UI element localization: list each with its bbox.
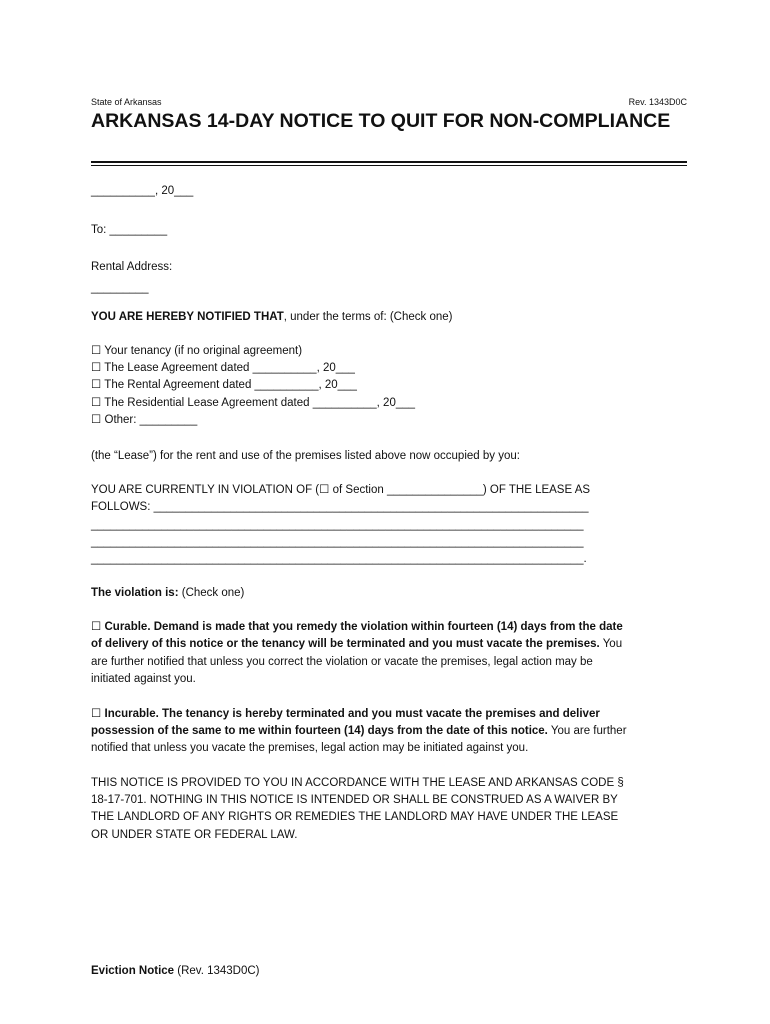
curable-line: initiated against you. (91, 673, 196, 685)
revision-label: Rev. 1343D0C (628, 97, 687, 107)
notified-rest: , under the terms of: (Check one) (283, 311, 453, 323)
violation-is-heading (91, 585, 244, 602)
title-divider-thin (91, 165, 687, 166)
curable-line (91, 636, 622, 653)
rental-address-value: _________ (91, 282, 149, 294)
violation-line: _____________________________________________________________________________ (91, 536, 584, 548)
notified-statement (91, 309, 453, 326)
terms-option: ☐ The Residential Lease Agreement dated __________, 20___ (91, 397, 416, 409)
footer-rest: (Rev. 1343D0C) (174, 965, 260, 977)
document-title: ARKANSAS 14-DAY NOTICE TO QUIT FOR NON-COMPLIANCE (91, 110, 671, 132)
legal-notice-line: 18-17-701. NOTHING IN THIS NOTICE IS INTENDED OR SHALL BE CONSTRUED AS A WAIVER BY (91, 794, 618, 806)
terms-option: ☐ Other: _________ (91, 414, 198, 426)
incurable-line (91, 723, 627, 740)
violation-line: YOU ARE CURRENTLY IN VIOLATION OF (☐ of Section _______________) OF THE LEASE AS (91, 484, 591, 496)
violation-line: FOLLOWS: ____________________________________________________________________ (91, 501, 589, 513)
terms-option: ☐ The Lease Agreement dated __________, 20___ (91, 362, 355, 374)
curable-line: ☐ Curable. Demand is made that you remedy the violation within fourteen (14) days from the date (91, 621, 623, 633)
title-divider (91, 161, 687, 163)
incurable-line: ☐ Incurable. The tenancy is hereby terminated and you must vacate the premises and deliver (91, 708, 600, 720)
violation-line: _____________________________________________________________________________ (91, 519, 584, 531)
incurable-rest: You are further (547, 725, 627, 737)
curable-bold: of delivery of this notice or the tenancy will be terminated and you must vacate the premises. (91, 638, 600, 650)
violation-is-bold: The violation is: (91, 587, 179, 599)
violation-is-rest: (Check one) (178, 587, 245, 599)
footer-bold: Eviction Notice (91, 965, 175, 977)
date-line: __________, 20___ (91, 185, 194, 197)
to-line: To: _________ (91, 224, 168, 236)
curable-line: are further notified that unless you correct the violation or vacate the premises, legal action may be (91, 656, 593, 668)
rental-address-label: Rental Address: (91, 261, 173, 273)
violation-line: _____________________________________________________________________________. (91, 553, 587, 565)
terms-option: ☐ Your tenancy (if no original agreement) (91, 345, 303, 357)
legal-notice-line: THE LANDLORD OF ANY RIGHTS OR REMEDIES THE LANDLORD MAY HAVE UNDER THE LEASE (91, 811, 619, 823)
incurable-line: notified that unless you vacate the premises, legal action may be initiated against you. (91, 742, 529, 754)
incurable-bold: possession of the same to me within fourteen (14) days from the date of this notice. (91, 725, 548, 737)
legal-notice-line: THIS NOTICE IS PROVIDED TO YOU IN ACCORDANCE WITH THE LEASE AND ARKANSAS CODE § (91, 777, 624, 789)
notified-bold: YOU ARE HEREBY NOTIFIED THAT (91, 311, 284, 323)
legal-notice-line: OR UNDER STATE OR FEDERAL LAW. (91, 829, 298, 841)
footer (91, 963, 260, 980)
lease-line: (the “Lease”) for the rent and use of the premises listed above now occupied by you: (91, 450, 520, 462)
state-label: State of Arkansas (91, 97, 162, 107)
terms-option: ☐ The Rental Agreement dated __________, 20___ (91, 379, 357, 391)
curable-rest: You (599, 638, 623, 650)
